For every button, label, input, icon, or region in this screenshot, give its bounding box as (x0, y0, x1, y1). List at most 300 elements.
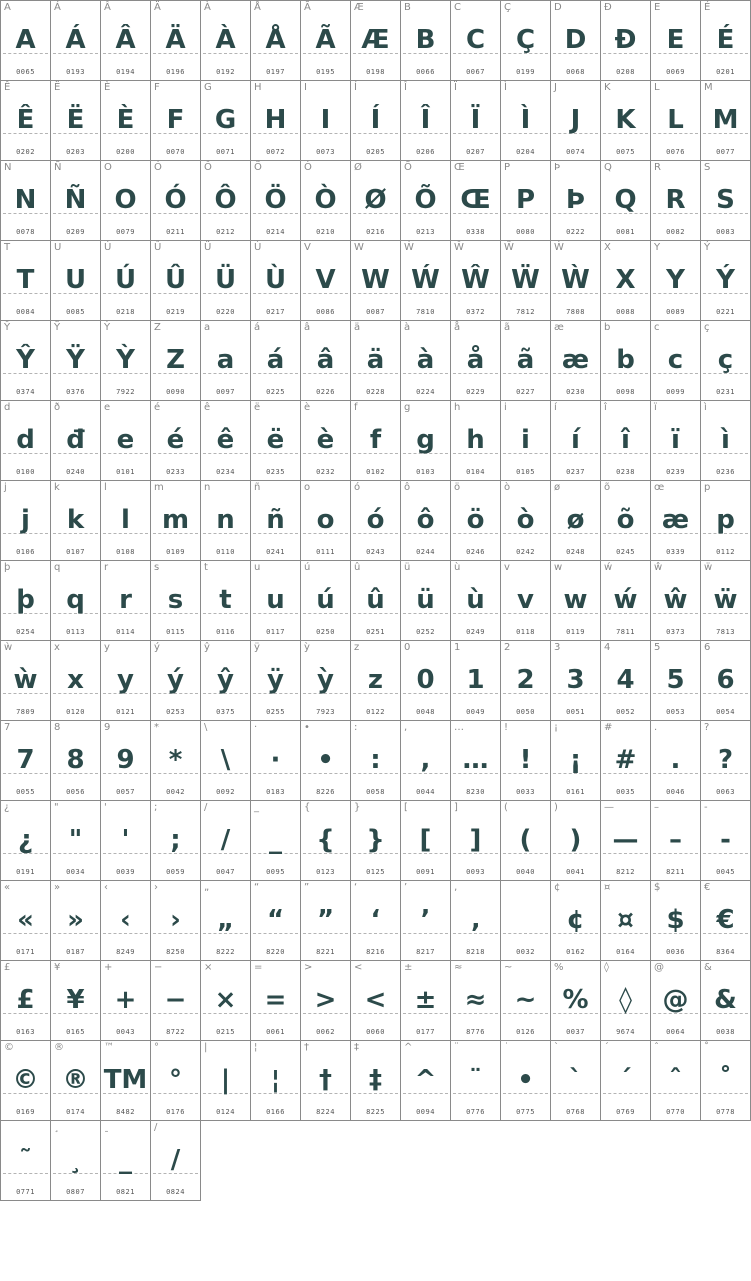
character-label: Å (254, 2, 261, 13)
char-code: 0237 (566, 468, 585, 476)
char-code: 0233 (166, 468, 185, 476)
glyph-cell (251, 881, 301, 961)
character-label: ú (304, 562, 311, 573)
character-label: Ô (204, 162, 212, 173)
glyph-cell (401, 161, 451, 241)
char-code: 0062 (316, 1028, 335, 1036)
character-label: ¡ (554, 722, 559, 733)
glyph-sample: Œ (460, 185, 491, 215)
glyph-sample: ç (717, 345, 734, 375)
char-code: 0239 (666, 468, 685, 476)
character-label: ¤ (604, 882, 611, 893)
char-code: 0048 (416, 708, 435, 716)
glyph-cell (401, 81, 451, 161)
glyph-sample: æ (561, 345, 590, 375)
glyph-cell (1, 561, 51, 641)
char-code: 0222 (566, 228, 585, 236)
glyph-cell (51, 1, 101, 81)
glyph-cell (101, 81, 151, 161)
character-label: Ë (54, 82, 61, 93)
glyph-cell (701, 1041, 751, 1121)
character-label: d (4, 402, 11, 413)
glyph-sample: Õ (414, 185, 437, 215)
character-label: C (454, 2, 461, 13)
glyph-sample: s (167, 585, 184, 615)
character-label: " (54, 802, 59, 813)
char-code: 0162 (566, 948, 585, 956)
glyph-sample: < (364, 985, 387, 1015)
char-code: 0070 (166, 148, 185, 156)
character-label: F (154, 82, 160, 93)
glyph-cell (351, 721, 401, 801)
char-code: 0059 (166, 868, 185, 876)
character-label: Ú (104, 242, 112, 253)
char-code: 0226 (316, 388, 335, 396)
character-label: ù (454, 562, 461, 573)
char-code: 0061 (266, 1028, 285, 1036)
glyph-cell (51, 961, 101, 1041)
character-label: Œ (454, 162, 465, 173)
glyph-sample: P (515, 185, 536, 215)
glyph-cell (301, 1, 351, 81)
character-label: í (554, 402, 557, 413)
character-label: Ẁ (554, 242, 564, 253)
glyph-cell (151, 81, 201, 161)
character-label: þ (4, 562, 11, 573)
glyph-sample: 0 (416, 665, 435, 695)
glyph-sample: r (119, 585, 132, 615)
character-label: ì (704, 402, 707, 413)
glyph-cell (701, 401, 751, 481)
character-label: { (304, 802, 311, 813)
glyph-sample: Ô (214, 185, 237, 215)
glyph-cell (451, 321, 501, 401)
char-code: 8211 (666, 868, 685, 876)
glyph-sample: Ó (164, 185, 187, 215)
glyph-sample: Ï (470, 105, 481, 135)
glyph-sample: = (264, 985, 287, 1015)
glyph-cell (451, 161, 501, 241)
glyph-sample: Ë (66, 105, 85, 135)
glyph-sample: Ẁ (561, 265, 590, 295)
glyph-sample: ˚ (719, 1065, 732, 1095)
char-code: 0078 (16, 228, 35, 236)
character-label: $ (654, 882, 661, 893)
glyph-sample: h (466, 425, 485, 455)
glyph-sample: Ÿ (66, 345, 85, 375)
glyph-cell (451, 1041, 501, 1121)
character-label: [ (404, 802, 408, 813)
char-code: 0164 (616, 948, 635, 956)
character-label: ŵ (654, 562, 663, 573)
char-code: 0100 (16, 468, 35, 476)
char-code: 8722 (166, 1028, 185, 1036)
glyph-cell (301, 641, 351, 721)
character-label: ü (404, 562, 411, 573)
char-code: 0126 (516, 1028, 535, 1036)
character-label: m (154, 482, 164, 493)
character-label: / (204, 802, 208, 813)
glyph-sample: F (166, 105, 185, 135)
char-code: 0236 (716, 468, 735, 476)
glyph-cell (401, 241, 451, 321)
glyph-sample: ä (366, 345, 385, 375)
char-code: 0232 (316, 468, 335, 476)
glyph-sample: G (214, 105, 237, 135)
character-label: X (604, 242, 611, 253)
glyph-cell (201, 81, 251, 161)
character-label: N (4, 162, 12, 173)
glyph-cell (51, 241, 101, 321)
glyph-cell (201, 401, 251, 481)
char-code: 0242 (516, 548, 535, 556)
character-label: P (504, 162, 511, 173)
character-label: û (354, 562, 361, 573)
glyph-sample: “ (266, 905, 285, 935)
character-label: ó (354, 482, 361, 493)
glyph-cell (251, 1, 301, 81)
glyph-cell (501, 801, 551, 881)
glyph-sample: 2 (516, 665, 535, 695)
glyph-cell (251, 81, 301, 161)
char-code: 0230 (566, 388, 585, 396)
character-label: y (104, 642, 110, 653)
glyph-cell (201, 881, 251, 961)
glyph-cell (451, 641, 501, 721)
glyph-cell (1, 801, 51, 881)
glyph-sample: Á (65, 25, 86, 55)
character-label: + (104, 962, 113, 973)
glyph-cell (301, 721, 351, 801)
char-code: 0042 (166, 788, 185, 796)
char-code: 0093 (466, 868, 485, 876)
glyph-sample: TM (103, 1065, 148, 1095)
char-code: 0050 (516, 708, 535, 716)
character-label: 5 (654, 642, 661, 653)
char-code: 0241 (266, 548, 285, 556)
character-label: Ê (4, 82, 11, 93)
glyph-sample: Ẅ (511, 265, 540, 295)
char-code: 0183 (266, 788, 285, 796)
character-label: ˍ (104, 1122, 109, 1133)
char-code: 7810 (416, 308, 435, 316)
character-label: s (154, 562, 160, 573)
glyph-cell (451, 481, 501, 561)
glyph-cell (351, 961, 401, 1041)
glyph-cell (301, 961, 351, 1041)
glyph-sample: Ê (16, 105, 35, 135)
character-label: K (604, 82, 611, 93)
char-code: 0125 (366, 868, 385, 876)
char-code: 0057 (116, 788, 135, 796)
glyph-cell (551, 481, 601, 561)
character-label: I (304, 82, 307, 93)
glyph-sample: R (665, 185, 686, 215)
char-code: 0122 (366, 708, 385, 716)
glyph-cell (51, 721, 101, 801)
character-label: “ (254, 882, 260, 893)
character-label: œ (654, 482, 665, 493)
char-code: 0113 (66, 628, 85, 636)
glyph-cell (501, 481, 551, 561)
glyph-sample: : (370, 745, 381, 775)
character-label: u (254, 562, 261, 573)
glyph-sample: • (517, 1065, 534, 1095)
character-label: € (704, 882, 711, 893)
character-label: É (704, 2, 711, 13)
glyph-cell (351, 801, 401, 881)
glyph-sample: î (621, 425, 630, 455)
glyph-sample: † (319, 1065, 332, 1095)
char-code: 0102 (366, 468, 385, 476)
char-code: 0103 (416, 468, 435, 476)
character-label: R (654, 162, 661, 173)
glyph-cell (1, 321, 51, 401)
char-code: 0054 (716, 708, 735, 716)
glyph-sample: U (64, 265, 87, 295)
char-code: 0092 (216, 788, 235, 796)
glyph-sample: l (121, 505, 130, 535)
glyph-cell (51, 81, 101, 161)
char-code: 0034 (66, 868, 85, 876)
glyph-sample: T (16, 265, 35, 295)
character-label: á (254, 322, 261, 333)
character-label: @ (654, 962, 664, 973)
glyph-cell (651, 641, 701, 721)
glyph-cell (401, 801, 451, 881)
character-label: 9 (104, 722, 111, 733)
glyph-sample: – (669, 825, 682, 855)
char-code: 0080 (516, 228, 535, 236)
glyph-cell (451, 81, 501, 161)
glyph-cell (651, 801, 701, 881)
glyph-sample: Ç (515, 25, 536, 55)
char-code: 0208 (616, 68, 635, 76)
char-code: 0244 (416, 548, 435, 556)
char-code: 7812 (516, 308, 535, 316)
glyph-cell (701, 881, 751, 961)
glyph-cell (151, 801, 201, 881)
character-label: ‘ (354, 882, 358, 893)
glyph-sample: ñ (266, 505, 285, 535)
glyph-sample: @ (662, 985, 689, 1015)
glyph-cell (701, 481, 751, 561)
character-label: Ỳ (104, 322, 111, 333)
glyph-cell (101, 241, 151, 321)
character-label: ð (54, 402, 61, 413)
glyph-sample: t (219, 585, 232, 615)
character-label: ¿ (4, 802, 10, 813)
char-code: 8222 (216, 948, 235, 956)
glyph-sample: Ì (520, 105, 531, 135)
glyph-sample: M (712, 105, 739, 135)
char-code: 0338 (466, 228, 485, 236)
glyph-cell (401, 1041, 451, 1121)
glyph-sample: … (462, 745, 489, 775)
glyph-sample: g (416, 425, 435, 455)
character-label: ê (204, 402, 211, 413)
glyph-sample: z (367, 665, 384, 695)
char-code: 0106 (16, 548, 35, 556)
glyph-cell (501, 721, 551, 801)
glyph-cell (551, 241, 601, 321)
char-code: 9674 (616, 1028, 635, 1036)
glyph-cell (1, 241, 51, 321)
glyph-sample: Î (420, 105, 431, 135)
character-label: „ (204, 882, 210, 893)
char-code: 0374 (16, 388, 35, 396)
glyph-cell (351, 641, 401, 721)
char-code: 8218 (466, 948, 485, 956)
character-label: G (204, 82, 212, 93)
glyph-sample: | (220, 1065, 231, 1095)
char-code: 0234 (216, 468, 235, 476)
char-code: 0068 (566, 68, 585, 76)
glyph-cell (301, 1041, 351, 1121)
glyph-cell (601, 81, 651, 161)
glyph-cell (501, 881, 551, 961)
char-code: 0249 (466, 628, 485, 636)
glyph-sample: ” (316, 905, 335, 935)
character-label: Õ (404, 162, 412, 173)
glyph-cell (451, 881, 501, 961)
glyph-cell (151, 1, 201, 81)
glyph-sample: ‡ (369, 1065, 382, 1095)
char-code: 8249 (116, 948, 135, 956)
character-label: Ó (154, 162, 162, 173)
char-code: 0076 (666, 148, 685, 156)
glyph-sample: B (415, 25, 436, 55)
glyph-cell (101, 321, 151, 401)
glyph-cell (501, 561, 551, 641)
glyph-sample: ẃ (613, 585, 638, 615)
glyph-cell (601, 721, 651, 801)
character-label: ˆ (654, 1042, 659, 1053)
char-code: 0770 (666, 1108, 685, 1116)
char-code: 8482 (116, 1108, 135, 1116)
char-code: 0176 (166, 1108, 185, 1116)
glyph-sample: ‹ (120, 905, 131, 935)
character-label: ŷ (204, 642, 210, 653)
character-label: : (354, 722, 358, 733)
character-label: - (704, 802, 708, 813)
glyph-sample: £ (16, 985, 35, 1015)
character-label: D (554, 2, 562, 13)
character-label: W (354, 242, 364, 253)
glyph-cell (51, 1121, 101, 1201)
character-label: − (154, 962, 163, 973)
character-label: x (54, 642, 60, 653)
glyph-sample: X (615, 265, 636, 295)
glyph-sample: ˆ (669, 1065, 682, 1095)
glyph-sample: D (564, 25, 587, 55)
char-code: 0056 (66, 788, 85, 796)
glyph-sample: ± (414, 985, 437, 1015)
char-code: 0060 (366, 1028, 385, 1036)
character-label: ÿ (254, 642, 260, 653)
glyph-cell (101, 1121, 151, 1201)
glyph-cell (201, 721, 251, 801)
glyph-cell (601, 1041, 651, 1121)
character-label: £ (4, 962, 11, 973)
glyph-sample: ã (516, 345, 535, 375)
char-code: 0201 (716, 68, 735, 76)
glyph-cell (651, 401, 701, 481)
character-label: Ì (504, 82, 507, 93)
glyph-cell (351, 241, 401, 321)
character-label: ® (54, 1042, 64, 1053)
char-code: 0192 (216, 68, 235, 76)
glyph-sample (501, 901, 550, 939)
char-code: 0086 (316, 308, 335, 316)
glyph-cell (1, 641, 51, 721)
char-code: 0212 (216, 228, 235, 236)
glyph-cell (601, 321, 651, 401)
glyph-sample: ¨ (469, 1065, 482, 1095)
char-code: 0035 (616, 788, 635, 796)
glyph-sample: 8 (66, 745, 85, 775)
character-label: k (54, 482, 60, 493)
char-code: 0177 (416, 1028, 435, 1036)
char-code: 0058 (366, 788, 385, 796)
glyph-sample: á (266, 345, 285, 375)
character-label: † (304, 1042, 309, 1053)
char-code: 0107 (66, 548, 85, 556)
char-code: 0376 (66, 388, 85, 396)
char-code: 0161 (566, 788, 585, 796)
glyph-cell (701, 961, 751, 1041)
glyph-sample: Å (265, 25, 286, 55)
char-code: 0105 (516, 468, 535, 476)
glyph-sample: é (166, 425, 185, 455)
character-label: å (454, 322, 461, 333)
char-code: 0211 (166, 228, 185, 236)
character-label: . (654, 722, 658, 733)
char-code: 0193 (66, 68, 85, 76)
char-code: 0229 (466, 388, 485, 396)
glyph-sample: p (716, 505, 735, 535)
character-label: # (604, 722, 613, 733)
char-code: 0250 (316, 628, 335, 636)
char-code: 0248 (566, 548, 585, 556)
character-label: ¢ (554, 882, 561, 893)
character-label: h (454, 402, 461, 413)
glyph-sample: Q (614, 185, 637, 215)
glyph-sample: ẅ (713, 585, 738, 615)
glyph-sample: f (369, 425, 382, 455)
char-code: 0246 (466, 548, 485, 556)
char-code: 0040 (516, 868, 535, 876)
character-label: L (654, 82, 660, 93)
char-code: 0174 (66, 1108, 85, 1116)
character-label: â (304, 322, 311, 333)
glyph-cell (601, 561, 651, 641)
char-code: 0240 (66, 468, 85, 476)
char-code: 0220 (216, 308, 235, 316)
character-label: T (4, 242, 11, 253)
char-code: 0095 (266, 868, 285, 876)
char-code: 8217 (416, 948, 435, 956)
character-label: ỳ (304, 642, 310, 653)
character-label: à (404, 322, 411, 333)
char-code: 0252 (416, 628, 435, 636)
glyph-cell (401, 961, 451, 1041)
character-label: ´ (604, 1042, 609, 1053)
glyph-cell (101, 881, 151, 961)
char-code: 0063 (716, 788, 735, 796)
glyph-sample: Ẃ (411, 265, 440, 295)
glyph-sample: è (316, 425, 335, 455)
